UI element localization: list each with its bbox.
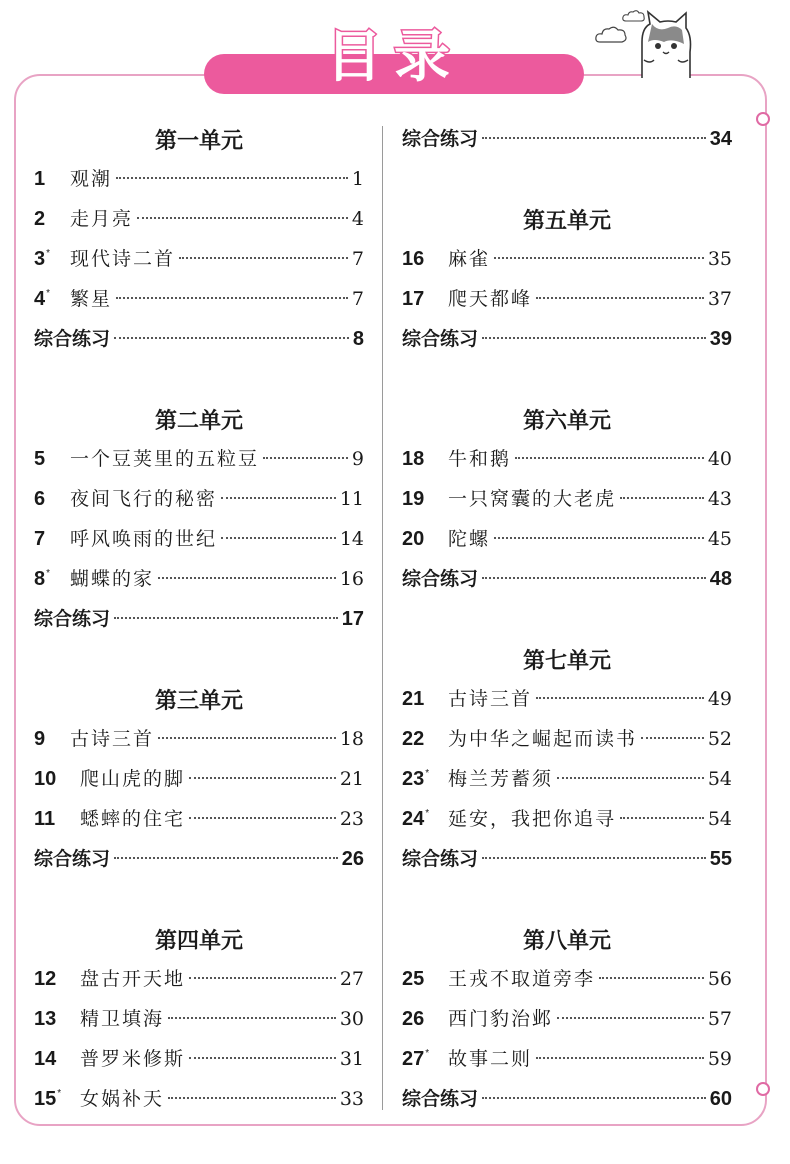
toc-entry[interactable]: 19 一只窝囊的大老虎 43 <box>402 488 732 510</box>
frame-ring-bottom-right <box>756 1082 770 1096</box>
toc-entry[interactable]: 20 陀螺 45 <box>402 528 732 550</box>
unit-heading: 第八单元 <box>522 929 611 954</box>
toc-exercise-entry[interactable]: 综合练习 48 <box>402 568 732 590</box>
unit-heading: 第三单元 <box>154 689 243 714</box>
toc-entry[interactable]: 23* 梅兰芳蓄须 54 <box>402 768 732 790</box>
toc-exercise-entry[interactable]: 综合练习 55 <box>402 848 732 870</box>
cat-illustration <box>628 8 698 80</box>
toc-entry[interactable]: 26 西门豹治邺 57 <box>402 1008 732 1030</box>
toc-entry[interactable]: 15* 女娲补天 33 <box>34 1088 364 1110</box>
frame-ring-top-right <box>756 112 770 126</box>
toc-entry[interactable]: 27* 故事二则 59 <box>402 1048 732 1070</box>
unit-heading: 第六单元 <box>522 409 611 434</box>
toc-entry[interactable]: 13 精卫填海 30 <box>34 1008 364 1030</box>
toc-entry[interactable]: 3* 现代诗二首 7 <box>34 248 364 270</box>
toc-entry[interactable]: 21 古诗三首 49 <box>402 688 732 710</box>
toc-exercise-entry[interactable]: 综合练习 17 <box>34 608 364 630</box>
toc-exercise-entry[interactable]: 综合练习 39 <box>402 328 732 350</box>
unit-heading: 第二单元 <box>154 409 243 434</box>
toc-exercise-entry[interactable]: 综合练习 60 <box>402 1088 732 1110</box>
toc-entry[interactable]: 14 普罗米修斯 31 <box>34 1048 364 1070</box>
toc-entry[interactable]: 8* 蝴蝶的家 16 <box>34 568 364 590</box>
toc-exercise-entry[interactable]: 综合练习 26 <box>34 848 364 870</box>
toc-entry[interactable]: 1 观潮 1 <box>34 168 364 190</box>
cloud-icon <box>594 24 628 46</box>
toc-exercise-entry[interactable]: 综合练习 34 <box>402 128 732 150</box>
toc-exercise-entry[interactable]: 综合练习 8 <box>34 328 364 350</box>
toc-entry[interactable]: 22 为中华之崛起而读书 52 <box>402 728 732 750</box>
toc-entry[interactable]: 4* 繁星 7 <box>34 288 364 310</box>
column-divider <box>382 126 383 1110</box>
unit-heading: 第五单元 <box>522 209 611 234</box>
toc-entry[interactable]: 9 古诗三首 18 <box>34 728 364 750</box>
toc-entry[interactable]: 5 一个豆荚里的五粒豆 9 <box>34 448 364 470</box>
toc-entry[interactable]: 12 盘古开天地 27 <box>34 968 364 990</box>
toc-entry[interactable]: 7 呼风唤雨的世纪 14 <box>34 528 364 550</box>
unit-heading: 第七单元 <box>522 649 611 674</box>
toc-entry[interactable]: 2 走月亮 4 <box>34 208 364 230</box>
toc-entry[interactable]: 17 爬天都峰 37 <box>402 288 732 310</box>
toc-entry[interactable]: 11 蟋蟀的住宅 23 <box>34 808 364 830</box>
toc-entry[interactable]: 25 王戎不取道旁李 56 <box>402 968 732 990</box>
toc-entry[interactable]: 24* 延安，我把你追寻 54 <box>402 808 732 830</box>
unit-heading: 第四单元 <box>154 929 243 954</box>
toc-entry[interactable]: 16 麻雀 35 <box>402 248 732 270</box>
page-title: 目录 <box>326 25 462 90</box>
unit-heading: 第一单元 <box>154 129 243 154</box>
toc-entry[interactable]: 10 爬山虎的脚 21 <box>34 768 364 790</box>
toc-entry[interactable]: 18 牛和鹅 40 <box>402 448 732 470</box>
toc-entry[interactable]: 6 夜间飞行的秘密 11 <box>34 488 364 510</box>
